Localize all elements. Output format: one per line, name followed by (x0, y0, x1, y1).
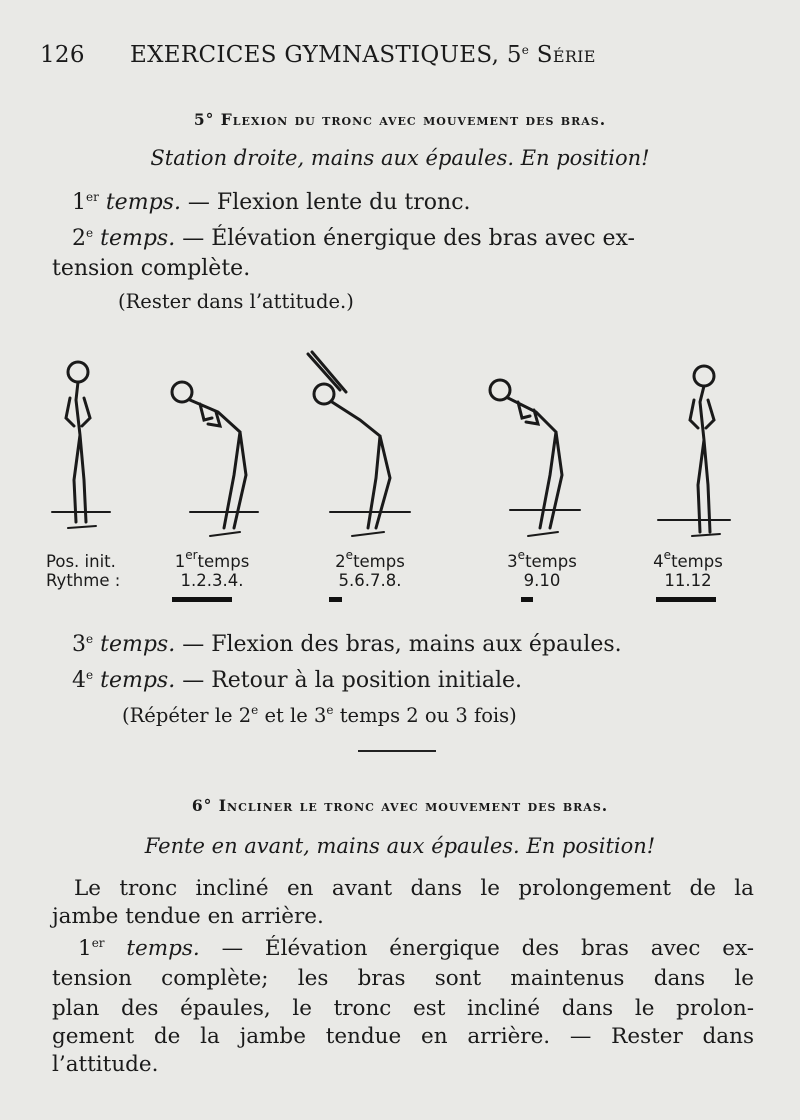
page-number: 126 (40, 42, 85, 68)
label-third-beat: 3etemps 9.10 (507, 548, 577, 590)
label-second-beat: 2etemps 5.6.7.8. (335, 548, 405, 590)
rhythm-bar-1 (172, 597, 232, 602)
section-6-step-1-line-4: gement de la jambe tendue en arrière. — Rester dans (52, 1024, 754, 1049)
exercise-figure-illustration (40, 340, 760, 540)
note-repeat: (Répéter le 2e et le 3e temps 2 ou 3 fois) (122, 703, 517, 727)
rhythm-bar-3 (521, 597, 533, 602)
running-title: EXERCICES GYMNASTIQUES, 5e Série (130, 42, 596, 68)
rhythm-bar-2 (329, 597, 342, 602)
section-6-step-1-line-2: tension complète; les bras sont maintenus dans le (52, 966, 754, 991)
section-5-title: 5° Flexion du tronc avec mouvement des bras. (193, 110, 607, 129)
step-4-line: 4e temps. — Retour à la position initiale. (72, 668, 523, 693)
section-6-step-1-line-3: plan des épaules, le tronc est incliné dans le prolon- (52, 996, 754, 1021)
step-2-continuation: tension complète. (52, 256, 251, 281)
section-6-title: 6° Incliner le tronc avec mouvement des bras. (191, 796, 609, 815)
rhythm-bar-4 (656, 597, 716, 602)
section-6-command: Fente en avant, mains aux épaules. En position! (144, 834, 656, 858)
label-first-beat: 1ertemps 1.2.3.4. (174, 548, 250, 590)
section-6-step-1-line: 1er temps. — Élévation énergique des bras avec ex- (78, 936, 754, 961)
section-6-paragraph-line-1: Le tronc incliné en avant dans le prolongement de la (74, 876, 754, 901)
label-fourth-beat: 4etemps 11.12 (653, 548, 723, 590)
figure-third-beat (490, 380, 580, 536)
section-5-command: Station droite, mains aux épaules. En position! (150, 146, 650, 170)
figure-first-beat (172, 382, 258, 536)
step-3-line: 3e temps. — Flexion des bras, mains aux épaules. (72, 632, 622, 657)
section-6-paragraph-line-2: jambe tendue en arrière. (52, 904, 324, 929)
step-1-line: 1er temps. — Flexion lente du tronc. (72, 190, 471, 215)
note-stay: (Rester dans l’attitude.) (118, 290, 354, 313)
label-initial-position: Pos. init. Rythme : (46, 552, 121, 590)
figure-fourth-beat (658, 366, 730, 536)
section-6-step-1-line-5: l’attitude. (52, 1052, 159, 1077)
step-2-line: 2e temps. — Élévation énergique des bras avec ex- (72, 226, 635, 251)
figure-second-beat (308, 352, 410, 536)
figure-initial-position (52, 362, 110, 528)
section-divider (358, 750, 436, 752)
